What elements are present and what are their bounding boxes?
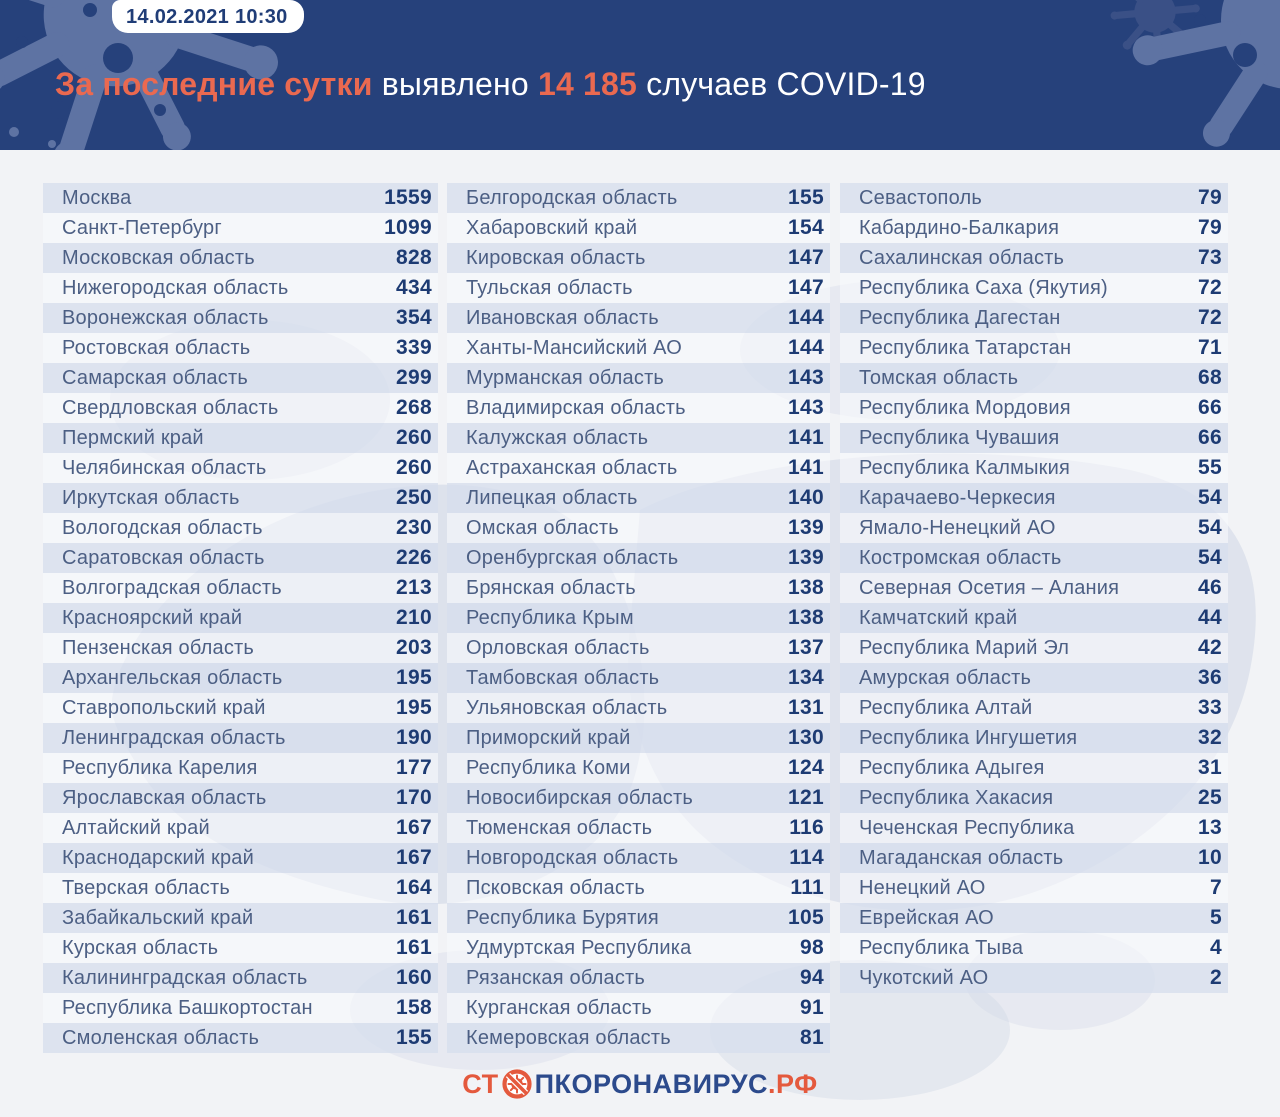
region-row [447,843,830,873]
region-name: Москва [62,186,132,209]
region-row [447,333,830,363]
region-name: Челябинская область [62,456,267,479]
region-row [43,483,438,513]
region-name: Пензенская область [62,636,255,659]
region-value: 155 [788,186,824,209]
region-value: 144 [788,336,824,359]
region-name: Костромская область [859,546,1062,569]
region-value: 42 [1198,636,1222,659]
region-row [43,423,438,453]
region-row [840,513,1228,543]
region-value: 79 [1198,216,1222,239]
region-value: 68 [1198,366,1222,389]
region-name: Северная Осетия – Алания [859,576,1120,599]
region-value: 158 [396,996,432,1019]
region-row [840,783,1228,813]
region-row [43,693,438,723]
region-row [840,603,1228,633]
region-name: Орловская область [466,636,650,659]
region-name: Иркутская область [62,486,240,509]
region-value: 141 [788,426,824,449]
region-row [447,213,830,243]
region-name: Ставропольский край [62,696,266,719]
region-value: 73 [1198,246,1222,269]
region-name: Волгоградская область [62,576,282,599]
region-value: 114 [789,846,824,869]
region-value: 54 [1198,516,1222,539]
region-value: 195 [396,696,432,719]
region-row [43,333,438,363]
region-row [43,543,438,573]
region-value: 339 [396,336,432,359]
region-name: Ростовская область [62,336,251,359]
region-value: 260 [396,456,432,479]
region-row [447,543,830,573]
region-row [840,723,1228,753]
region-value: 72 [1198,276,1222,299]
region-row [840,453,1228,483]
logo-text-koronavirus: ПКОРОНАВИРУС [534,1068,768,1099]
region-name: Ленинградская область [62,726,286,749]
region-row [43,213,438,243]
region-row [447,873,830,903]
title-accent-1: За последние сутки [55,66,373,102]
region-row [447,753,830,783]
region-row [840,543,1228,573]
region-name: Республика Алтай [859,696,1033,719]
region-row [447,243,830,273]
region-row [43,843,438,873]
region-column-2 [447,183,830,1053]
region-value: 250 [396,486,432,509]
region-row [840,333,1228,363]
region-row [43,273,438,303]
region-name: Чукотский АО [859,966,989,989]
region-value: 54 [1198,486,1222,509]
region-name: Сахалинская область [859,246,1065,269]
region-name: Санкт-Петербург [62,216,222,239]
no-virus-icon [500,1067,534,1101]
region-value: 36 [1198,666,1222,689]
region-name: Московская область [62,246,255,269]
region-value: 4 [1210,936,1222,959]
region-row [43,393,438,423]
region-row [43,243,438,273]
region-value: 130 [788,726,824,749]
region-name: Нижегородская область [62,276,289,299]
region-value: 124 [788,756,824,779]
region-name: Ханты-Мансийский АО [466,336,683,359]
region-row [447,363,830,393]
region-value: 354 [396,306,432,329]
region-value: 121 [788,786,824,809]
region-name: Архангельская область [62,666,283,689]
region-row [43,753,438,783]
region-value: 54 [1198,546,1222,569]
region-row [447,573,830,603]
region-name: Республика Калмыкия [859,456,1071,479]
region-row [840,573,1228,603]
region-name: Липецкая область [466,486,638,509]
region-value: 161 [396,906,432,929]
region-value: 143 [788,396,824,419]
region-value: 13 [1198,816,1222,839]
region-value: 140 [788,486,824,509]
region-value: 5 [1210,906,1222,929]
region-row [447,183,830,213]
region-name: Самарская область [62,366,248,389]
region-row [840,633,1228,663]
region-name: Красноярский край [62,606,243,629]
region-value: 1559 [384,186,432,209]
region-name: Республика Дагестан [859,306,1061,329]
region-name: Псковская область [466,876,646,899]
region-value: 167 [396,846,432,869]
regions-table [0,150,1280,1117]
region-row [840,813,1228,843]
region-value: 81 [800,1026,824,1049]
region-row [43,723,438,753]
region-value: 32 [1198,726,1222,749]
region-value: 105 [788,906,824,929]
region-row [447,963,830,993]
title-cases-count: 14 185 [537,66,638,102]
region-value: 79 [1198,186,1222,209]
region-row [840,273,1228,303]
region-row [840,363,1228,393]
region-row [447,513,830,543]
region-value: 25 [1198,786,1222,809]
region-value: 177 [396,756,432,779]
region-row [447,723,830,753]
region-name: Еврейская АО [859,906,994,929]
region-row [840,243,1228,273]
region-name: Севастополь [859,186,982,209]
region-name: Рязанская область [466,966,645,989]
region-name: Владимирская область [466,396,686,419]
region-value: 72 [1198,306,1222,329]
region-name: Ивановская область [466,306,659,329]
region-column-3 [840,183,1228,993]
region-row [447,783,830,813]
region-name: Ярославская область [62,786,267,809]
header [0,0,1280,150]
region-name: Белгородская область [466,186,678,209]
region-row [840,393,1228,423]
region-row [447,423,830,453]
region-value: 111 [790,876,824,899]
region-value: 141 [788,456,824,479]
region-name: Смоленская область [62,1026,260,1049]
region-value: 195 [396,666,432,689]
region-row [447,693,830,723]
region-name: Удмуртская Республика [466,936,692,959]
region-name: Республика Татарстан [859,336,1072,359]
region-value: 1099 [384,216,432,239]
region-name: Свердловская область [62,396,279,419]
region-value: 138 [788,576,824,599]
region-name: Тюменская область [466,816,653,839]
region-row [43,453,438,483]
region-name: Республика Карелия [62,756,258,779]
region-row [840,963,1228,993]
region-name: Забайкальский край [62,906,254,929]
region-value: 66 [1198,396,1222,419]
region-name: Мурманская область [466,366,665,389]
region-value: 31 [1198,756,1222,779]
region-row [447,393,830,423]
region-value: 44 [1198,606,1222,629]
region-name: Калужская область [466,426,649,449]
region-row [840,213,1228,243]
region-name: Кировская область [466,246,646,269]
region-value: 260 [396,426,432,449]
region-value: 155 [396,1026,432,1049]
date-badge [112,0,304,33]
region-row [43,873,438,903]
region-row [840,933,1228,963]
region-row [447,633,830,663]
region-row [447,813,830,843]
page-title [55,66,926,140]
region-name: Республика Мордовия [859,396,1071,419]
region-name: Ненецкий АО [859,876,986,899]
region-value: 2 [1210,966,1222,989]
logo-text-rf: .РФ [768,1068,818,1099]
region-row [447,273,830,303]
region-row [43,183,438,213]
region-row [43,603,438,633]
region-name: Приморский край [466,726,631,749]
logo-text-st: СТ [462,1068,499,1099]
region-row [43,573,438,603]
region-value: 147 [788,276,824,299]
region-name: Курганская область [466,996,652,1019]
region-row [447,663,830,693]
region-row [43,903,438,933]
region-row [43,633,438,663]
region-value: 66 [1198,426,1222,449]
region-name: Новгородская область [466,846,679,869]
region-row [840,843,1228,873]
region-value: 139 [788,516,824,539]
region-value: 154 [788,216,824,239]
region-value: 167 [396,816,432,839]
region-name: Ульяновская область [466,696,668,719]
region-value: 116 [789,816,824,839]
region-row [43,303,438,333]
region-value: 147 [788,246,824,269]
region-name: Курская область [62,936,219,959]
region-name: Вологодская область [62,516,263,539]
region-row [840,183,1228,213]
region-row [43,993,438,1023]
region-value: 190 [396,726,432,749]
title-plain-1: выявлено [372,66,538,102]
region-value: 230 [396,516,432,539]
region-name: Амурская область [859,666,1032,689]
title-plain-2: случаев COVID-19 [637,66,926,102]
region-value: 160 [396,966,432,989]
region-value: 210 [396,606,432,629]
region-value: 98 [800,936,824,959]
region-value: 94 [800,966,824,989]
region-row [840,663,1228,693]
region-name: Магаданская область [859,846,1064,869]
region-row [43,1023,438,1053]
region-name: Республика Адыгея [859,756,1045,779]
region-name: Новосибирская область [466,786,693,809]
region-value: 7 [1210,876,1222,899]
region-row [447,903,830,933]
region-value: 33 [1198,696,1222,719]
region-name: Саратовская область [62,546,265,569]
region-value: 434 [396,276,432,299]
region-value: 131 [788,696,824,719]
stopcoronavirus-logo [462,1067,817,1101]
region-name: Республика Ингушетия [859,726,1078,749]
region-name: Воронежская область [62,306,269,329]
region-value: 144 [788,306,824,329]
region-name: Камчатский край [859,606,1018,629]
region-name: Тверская область [62,876,230,899]
footer [0,1062,1280,1106]
region-row [447,603,830,633]
region-name: Брянская область [466,576,636,599]
region-name: Республика Бурятия [466,906,659,929]
region-row [43,513,438,543]
region-value: 55 [1198,456,1222,479]
region-name: Краснодарский край [62,846,254,869]
date-badge-text: 14.02.2021 10:30 [126,6,288,28]
region-name: Республика Саха (Якутия) [859,276,1108,299]
region-row [43,963,438,993]
region-value: 137 [788,636,824,659]
region-name: Чеченская Республика [859,816,1075,839]
region-name: Калининградская область [62,966,308,989]
region-value: 161 [396,936,432,959]
region-value: 134 [788,666,824,689]
region-row [447,303,830,333]
region-row [840,873,1228,903]
region-row [447,453,830,483]
region-value: 268 [396,396,432,419]
region-row [447,1023,830,1053]
region-value: 10 [1198,846,1222,869]
region-row [43,363,438,393]
region-name: Омская область [466,516,619,539]
region-row [840,903,1228,933]
region-value: 170 [396,786,432,809]
region-value: 46 [1198,576,1222,599]
region-name: Кемеровская область [466,1026,671,1049]
region-name: Пермский край [62,426,204,449]
region-value: 71 [1198,336,1222,359]
region-name: Республика Тыва [859,936,1024,959]
region-name: Тамбовская область [466,666,660,689]
region-name: Оренбургская область [466,546,679,569]
region-name: Томская область [859,366,1019,389]
region-name: Астраханская область [466,456,678,479]
region-row [840,303,1228,333]
region-row [43,663,438,693]
region-row [447,993,830,1023]
region-value: 226 [396,546,432,569]
region-name: Республика Марий Эл [859,636,1070,659]
region-name: Республика Хакасия [859,786,1054,809]
region-name: Республика Коми [466,756,631,779]
region-value: 299 [396,366,432,389]
region-value: 203 [396,636,432,659]
region-name: Карачаево-Черкесия [859,486,1056,509]
region-value: 164 [396,876,432,899]
region-value: 143 [788,366,824,389]
region-row [840,483,1228,513]
region-row [43,933,438,963]
region-name: Республика Чувашия [859,426,1060,449]
region-row [43,783,438,813]
region-row [840,753,1228,783]
region-value: 138 [788,606,824,629]
region-row [840,693,1228,723]
region-name: Ямало-Ненецкий АО [859,516,1056,539]
region-column-1 [43,183,438,1053]
region-name: Тульская область [466,276,633,299]
region-value: 91 [800,996,824,1019]
region-row [447,483,830,513]
region-value: 213 [396,576,432,599]
region-name: Республика Крым [466,606,634,629]
region-name: Алтайский край [62,816,210,839]
region-row [43,813,438,843]
region-value: 139 [788,546,824,569]
region-name: Республика Башкортостан [62,996,313,1019]
region-name: Кабардино-Балкария [859,216,1060,239]
region-row [447,933,830,963]
region-value: 828 [396,246,432,269]
region-name: Хабаровский край [466,216,638,239]
region-row [840,423,1228,453]
